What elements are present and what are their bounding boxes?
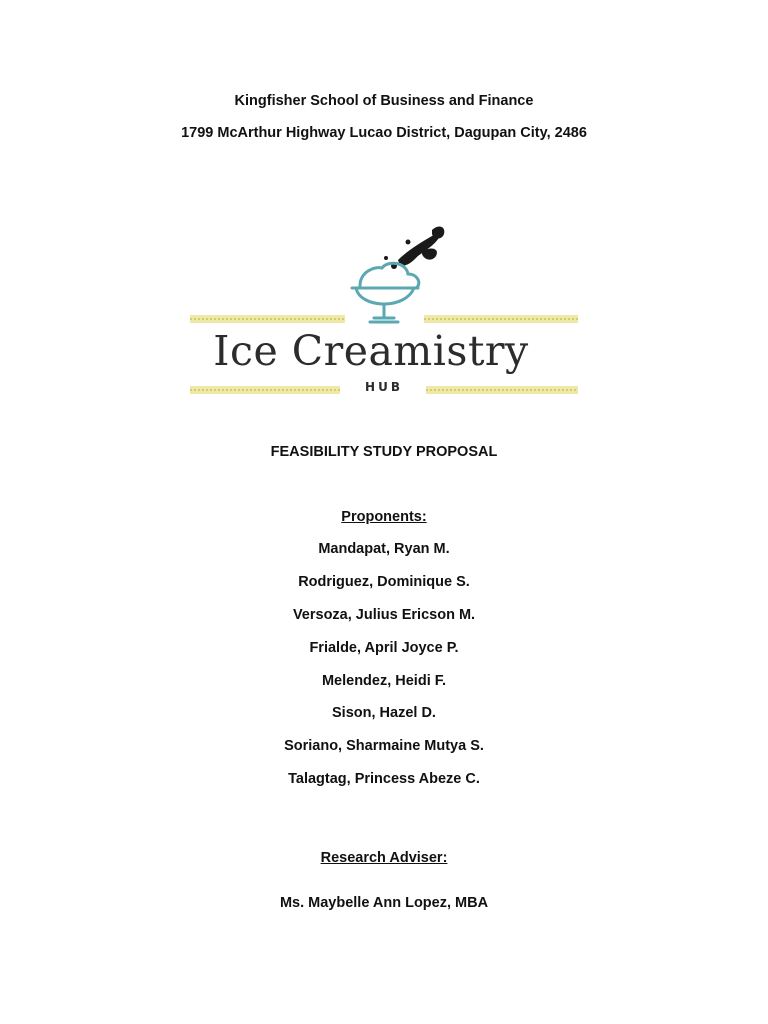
proponent-name: Sison, Hazel D. <box>332 705 436 721</box>
document-title: FEASIBILITY STUDY PROPOSAL <box>270 444 498 460</box>
proponents-heading: Proponents: <box>341 509 427 525</box>
proponent-name: Versoza, Julius Ericson M. <box>292 607 476 623</box>
logo-subtitle: HUB <box>365 380 403 394</box>
ice-cream-cup-icon <box>352 263 419 322</box>
proponent-name: Mandapat, Ryan M. <box>318 541 450 557</box>
school-name: Kingfisher School of Business and Finance <box>234 93 534 109</box>
proponent-name: Talagtag, Princess Abeze C. <box>288 771 480 787</box>
logo-wordmark: Ice Creamistry <box>213 327 529 375</box>
school-address: 1799 McArthur Highway Lucao District, Dagupan City, 2486 <box>181 125 587 141</box>
proponent-name: Melendez, Heidi F. <box>321 673 447 689</box>
adviser-name: Ms. Maybelle Ann Lopez, MBA <box>279 895 489 911</box>
proponent-name: Soriano, Sharmaine Mutya S. <box>284 738 484 754</box>
ice-creamistry-logo <box>186 222 582 408</box>
adviser-heading: Research Adviser: <box>320 850 448 866</box>
proponent-name: Rodriguez, Dominique S. <box>298 574 470 590</box>
proponent-name: Frialde, April Joyce P. <box>309 640 459 656</box>
